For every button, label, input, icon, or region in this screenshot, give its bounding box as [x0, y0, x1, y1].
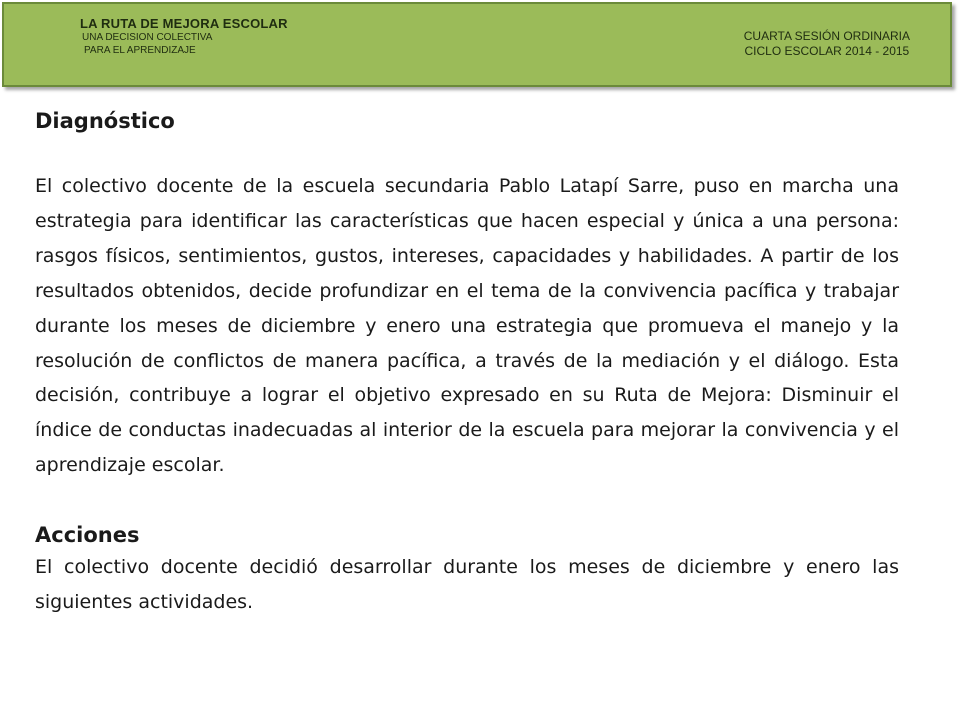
program-title: LA RUTA DE MEJORA ESCOLAR — [80, 16, 288, 31]
acciones-heading: Acciones — [35, 523, 140, 548]
acciones-paragraph: El colectivo docente decidió desarrollar durante los meses de diciembre y enero las siguientes actividades. — [35, 556, 899, 614]
header-banner — [2, 2, 952, 87]
program-subtitle-line1: UNA DECISION COLECTIVA — [82, 32, 213, 43]
session-info-block — [744, 29, 910, 59]
program-title-block — [80, 16, 288, 57]
cycle-label: CICLO ESCOLAR 2014 - 2015 — [744, 44, 910, 58]
program-subtitle-line2: PARA EL APRENDIZAJE — [84, 45, 196, 56]
diagnostico-heading: Diagnóstico — [35, 109, 175, 133]
main-content — [35, 102, 899, 620]
diagnostico-paragraph: El colectivo docente de la escuela secundaria Pablo Latapí Sarre, puso en marcha una estrategia para identificar las características que hacen especial y única a una persona: rasgos físicos, sentimientos, gustos, intereses, capacidades y habilidades. A partir de los resultados obtenidos, decide profundizar en el tema de la convivencia pacífica y trabajar durante los meses de diciembre y enero una estrategia que promueva el manejo y la resolución de conflictos de manera pacífica, a través de la mediación y el diálogo. Esta decisión, contribuye a lograr el objetivo expresado en su Ruta de Mejora: Disminuir el índice de conductas inadecuadas al interior de la escuela para mejorar la convivencia y el aprendizaje escolar. — [35, 175, 899, 477]
session-label: CUARTA SESIÓN ORDINARIA — [743, 29, 910, 43]
